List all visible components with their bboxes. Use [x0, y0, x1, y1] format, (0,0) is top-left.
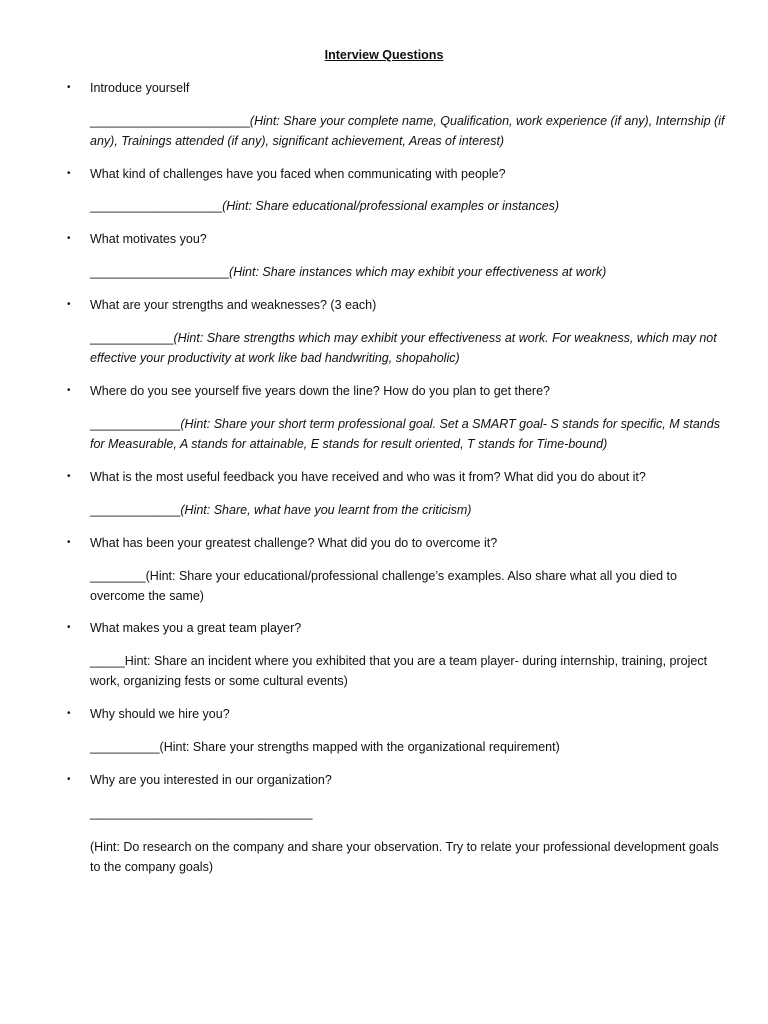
- answer-blank-1: _______________________: [90, 114, 250, 128]
- answer-blank-3: ____________________: [90, 265, 230, 279]
- question-4: What are your strengths and weaknesses? (3 each): [90, 298, 377, 312]
- bullet-icon: •: [67, 471, 71, 482]
- bullet-icon: •: [67, 233, 71, 244]
- question-6: What is the most useful feedback you have received and who was it from? What did you do about it?: [90, 470, 646, 484]
- answer-6: [90, 500, 730, 520]
- answer-blank-9: __________: [90, 740, 160, 754]
- hint-5: (Hint: Share your short term professional goal. Set a SMART goal- S stands for specific, M stands for Measurable, A stands for attainable, E stands for result oriented, T stands for Time-bound): [90, 417, 720, 451]
- answer-1: [90, 111, 730, 151]
- answer-10-blank: [90, 803, 730, 823]
- bullet-icon: •: [67, 168, 71, 179]
- answer-2: [90, 196, 730, 216]
- question-9: Why should we hire you?: [90, 707, 230, 721]
- answer-9: [90, 737, 730, 757]
- answer-blank-8: _____: [90, 654, 125, 668]
- bullet-icon: •: [67, 622, 71, 633]
- bullet-icon: •: [67, 537, 71, 548]
- answer-blank-2: ___________________: [90, 199, 223, 213]
- bullet-icon: •: [67, 82, 71, 93]
- hint-2: (Hint: Share educational/professional examples or instances): [222, 199, 560, 213]
- hint-7: (Hint: Share your educational/professional challenge’s examples. Also share what all you died to overcome the same): [90, 569, 677, 603]
- bullet-icon: •: [67, 385, 71, 396]
- answer-blank-4: ____________: [90, 331, 174, 345]
- answer-10-hint: [90, 837, 730, 877]
- answer-blank-6: _____________: [90, 503, 181, 517]
- answer-4: [90, 328, 730, 368]
- bullet-icon: •: [67, 299, 71, 310]
- answer-blank-5: _____________: [90, 417, 181, 431]
- question-10: Why are you interested in our organization?: [90, 773, 332, 787]
- answer-blank-10: ________________________________: [90, 806, 313, 820]
- answer-7: [90, 566, 730, 606]
- answer-5: [90, 414, 730, 454]
- question-3: What motivates you?: [90, 232, 207, 246]
- question-7: What has been your greatest challenge? What did you do to overcome it?: [90, 536, 498, 550]
- question-1: Introduce yourself: [90, 81, 190, 95]
- bullet-icon: •: [67, 708, 71, 719]
- bullet-icon: •: [67, 774, 71, 785]
- hint-8: Hint: Share an incident where you exhibited that you are a team player- during internship, training, project work, organizing fests or some cultural events): [90, 654, 708, 688]
- hint-1: (Hint: Share your complete name, Qualification, work experience (if any), Internship (if any), Trainings attended (if any), significant achievement, Areas of interest): [90, 114, 725, 148]
- hint-6: (Hint: Share, what have you learnt from the criticism): [180, 503, 472, 517]
- answer-8: [90, 651, 730, 691]
- hint-3: (Hint: Share instances which may exhibit your effectiveness at work): [229, 265, 607, 279]
- question-2: What kind of challenges have you faced when communicating with people?: [90, 167, 506, 181]
- question-8: What makes you a great team player?: [90, 621, 302, 635]
- hint-10: (Hint: Do research on the company and share your observation. Try to relate your professional development goals to the company goals): [90, 840, 719, 874]
- answer-3: [90, 262, 730, 282]
- hint-9: (Hint: Share your strengths mapped with the organizational requirement): [159, 740, 560, 754]
- page-title: Interview Questions: [324, 48, 444, 62]
- answer-blank-7: ________: [90, 569, 146, 583]
- hint-4: (Hint: Share strengths which may exhibit your effectiveness at work. For weakness, which may not effective your productivity at work like bad handwriting, shopaholic): [90, 331, 717, 365]
- question-5: Where do you see yourself five years down the line? How do you plan to get there?: [90, 384, 550, 398]
